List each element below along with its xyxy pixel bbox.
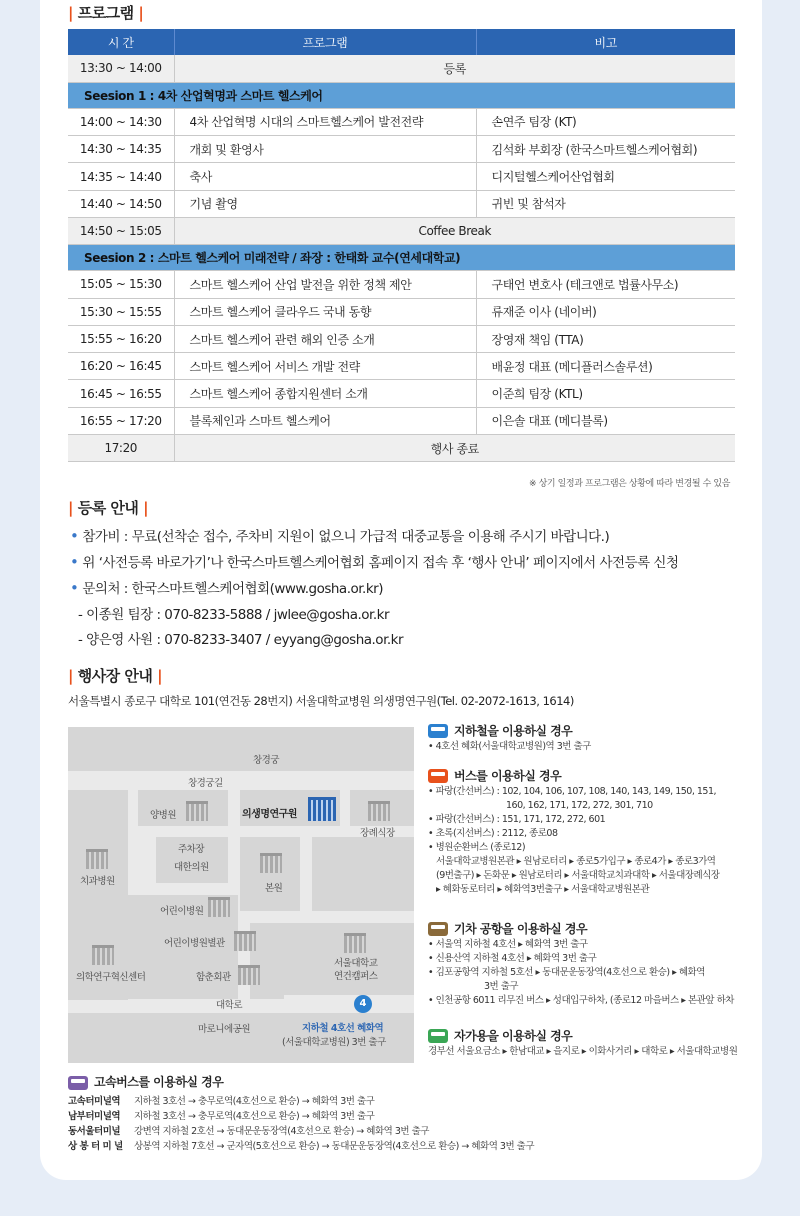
table-row [68, 55, 735, 82]
registration-item: • 참가비 : 무료(선착순 접수, 주차비 지원이 없으니 가급적 대중교통을 이용해 주시기 바랍니다.) [70, 527, 610, 545]
registration-item: • 위 ‘사전등록 바로가기’나 한국스마트헬스케어협회 홈페이지 접속 후 ‘행사 안내’ 페이지에서 사전등록 신청 [70, 553, 679, 571]
note-cell: 이은솔 대표 (메디블록) [476, 407, 735, 434]
time-cell: 13:30 ~ 14:00 [68, 55, 174, 82]
list-item: 동서울터미널 강변역 지하철 2호선 → 동대문운동장역(4호선으로 환승) → 혜화역 3번 출구 [68, 1126, 429, 1137]
note-cell: 손연주 팀장 (KT) [476, 108, 735, 135]
note-cell: 배윤정 대표 (메디플러스솔루션) [476, 353, 735, 380]
list-item: 남부터미널역 지하철 3호선 → 충무로역(4호선으로 환승) → 혜화역 3번 출구 [68, 1111, 375, 1122]
building-icon [260, 853, 282, 873]
table-row [68, 163, 735, 190]
subway-info: 지하철을 이용하실 경우 • 4호선 혜화(서울대학교병원)역 3번 출구 [428, 724, 591, 752]
program-cell: 등록 [174, 55, 735, 82]
table-row [68, 136, 735, 163]
map-label-changgyeong-road: 창경궁길 [188, 778, 223, 789]
table-row [68, 353, 735, 380]
table-row [68, 190, 735, 217]
table-row [68, 325, 735, 352]
map-label-marronnier: 마로니에공원 [198, 1024, 251, 1035]
building-icon [86, 849, 108, 869]
bus-info: 버스를 이용하실 경우 • 파랑(간선버스) : 102, 104, 106, 107, 108, 140, 143, 149, 150, 151, 160, 162, 171, 172, 272, 301, 710 • 파랑(간선버스) : 151, 171, 172, 272, 601 • 초록(지선버스) : 2112, 종로08 • 병원순환버스 (종로12) 서울대학교병원본관 ▸ 원남로터리 ▸ 종로5가입구 ▸ 종로4가 ▸ 종로3가역 (9번출구) ▸ 돈화문 ▸ 원남로터리 ▸ 서울대학교치과대학 ▸ 서울대장례식장 ▸ 혜화동로터리 ▸ 혜화역3번출구 ▸ 서울대학교병원본관 [428, 769, 720, 895]
building-icon [92, 945, 114, 965]
venue-address: 서울특별시 종로구 대학로 101(연건동 28번지) 서울대학교병원 의생명연구원(Tel. 02-2072-1613, 1614) [68, 694, 574, 708]
note-cell: 귀빈 및 참석자 [476, 190, 735, 217]
subway-line-badge: 4 [354, 995, 372, 1013]
program-cell: 개회 및 환영사 [174, 136, 476, 163]
venue-map [68, 727, 414, 1063]
session-title: Seesion 1 : 4차 산업혁명과 스마트 헬스케어 [68, 82, 735, 108]
map-label-daehan: 대한의원 [174, 862, 209, 873]
program-cell: 축사 [174, 163, 476, 190]
program-cell: 4차 산업혁명 시대의 스마트헬스케어 발전전략 [174, 108, 476, 135]
building-icon [234, 931, 256, 951]
map-label-yang-hospital: 양병원 [150, 810, 177, 821]
time-cell: 16:45 ~ 16:55 [68, 380, 174, 407]
train-icon [428, 922, 448, 936]
program-cell: 스마트 헬스케어 관련 해외 인증 소개 [174, 325, 476, 352]
map-label-main: 본원 [265, 883, 283, 894]
express-bus-info: 고속버스를 이용하실 경우 고속터미널역 지하철 3호선 → 충무로역(4호선으로 환승) → 혜화역 3번 출구 남부터미널역 지하철 3호선 → 충무로역(4호선으로 환승) → 혜화역 3번 출구 동서울터미널 강변역 지하철 2호선 → 동대문운동장역(4호선으로 환승) → 혜화역 3번 출구 상 봉 터 미 널 상봉역 지하철 7호선 → 군자역(5호선으로 환승) → 동대문운동장역(4호선으로 환승) → 혜화역 3번 출구 [68, 1075, 534, 1152]
map-label-children-annex: 어린이병원별관 [164, 938, 225, 949]
list-item: 상 봉 터 미 널 상봉역 지하철 7호선 → 군자역(5호선으로 환승) → 동대문운동장역(4호선으로 환승) → 혜화역 3번 출구 [68, 1141, 534, 1152]
note-cell: 디지털헬스케어산업협회 [476, 163, 735, 190]
program-cell: 행사 종료 [174, 435, 735, 462]
subway-icon [428, 724, 448, 738]
time-cell: 16:55 ~ 17:20 [68, 407, 174, 434]
list-item: 고속터미널역 지하철 3호선 → 충무로역(4호선으로 환승) → 혜화역 3번 출구 [68, 1096, 375, 1107]
map-label-station: 지하철 4호선 혜화역 [302, 1023, 384, 1034]
map-label-parking: 주차장 [178, 844, 205, 855]
bus-icon [428, 769, 448, 783]
note-cell: 장영재 책임 (TTA) [476, 325, 735, 352]
table-row [68, 271, 735, 298]
map-label-innovation: 의학연구혁신센터 [76, 972, 146, 983]
program-cell: 스마트 헬스케어 종합지원센터 소개 [174, 380, 476, 407]
map-label-snu: 서울대학교 연건캠퍼스 [334, 958, 378, 982]
car-info: 자가용을 이용하실 경우 경부선 서울요금소 ▸ 한남대교 ▸ 을지로 ▸ 이화사거리 ▸ 대학로 ▸ 서울대학교병원 [428, 1029, 738, 1057]
venue-section-title: | 행사장 안내 | [68, 667, 163, 685]
table-header-row [68, 29, 735, 55]
map-label-dental: 치과병원 [80, 876, 115, 887]
map-label-station-exit: (서울대학교병원) 3번 출구 [282, 1037, 386, 1048]
time-cell: 15:30 ~ 15:55 [68, 298, 174, 325]
train-airport-info: 기차 공항을 이용하실 경우 • 서울역 지하철 4호선 ▸ 혜화역 3번 출구 • 신용산역 지하철 4호선 ▸ 혜화역 3번 출구 • 김포공항역 지하철 5호선 ▸ 동대문운동장역(4호선으로 환승) ▸ 혜화역 3번 출구 • 인천공항 6011 리무진 버스 ▸ 성대입구하차, (종로12 마을버스 ▸ 본관앞 하차 [428, 922, 734, 1006]
venue-building-icon [308, 797, 336, 821]
time-cell: 17:20 [68, 435, 174, 462]
map-label-research: 의생명연구원 [242, 809, 297, 820]
session-row [68, 245, 735, 271]
time-cell: 16:20 ~ 16:45 [68, 353, 174, 380]
express-bus-icon [68, 1076, 88, 1090]
building-icon [186, 801, 208, 821]
note-cell: 이준희 팀장 (KTL) [476, 380, 735, 407]
car-icon [428, 1029, 448, 1043]
note-cell: 구태언 변호사 (테크앤로 법률사무소) [476, 271, 735, 298]
program-cell: 기념 촬영 [174, 190, 476, 217]
table-row [68, 435, 735, 462]
program-cell: 블록체인과 스마트 헬스케어 [174, 407, 476, 434]
schedule-note: ※ 상기 일정과 프로그램은 상황에 따라 변경될 수 있음 [528, 479, 730, 489]
program-cell: 스마트 헬스케어 서비스 개발 전략 [174, 353, 476, 380]
note-cell: 김석화 부회장 (한국스마트헬스케어협회) [476, 136, 735, 163]
table-row [68, 380, 735, 407]
table-row [68, 217, 735, 244]
time-cell: 14:50 ~ 15:05 [68, 217, 174, 244]
note-cell: 류재준 이사 (네이버) [476, 298, 735, 325]
table-row [68, 108, 735, 135]
time-cell: 14:00 ~ 14:30 [68, 108, 174, 135]
map-label-children: 어린이병원 [160, 906, 204, 917]
table-row [68, 298, 735, 325]
map-label-hamchun: 함춘회관 [196, 972, 231, 983]
program-cell: Coffee Break [174, 217, 735, 244]
session-title: Seesion 2 : 스마트 헬스케어 미래전략 / 좌장 : 한태화 교수(연세대학교) [68, 245, 735, 271]
building-icon [368, 801, 390, 821]
map-label-funeral-hall: 장례식장 [360, 828, 395, 839]
header-program: 프로그램 [174, 29, 476, 55]
program-table [68, 29, 735, 462]
program-cell: 스마트 헬스케어 산업 발전을 위한 정책 제안 [174, 271, 476, 298]
registration-section-title: | 등록 안내 | [68, 499, 149, 517]
time-cell: 15:55 ~ 16:20 [68, 325, 174, 352]
map-label-daehakro: 대학로 [216, 1000, 243, 1011]
time-cell: 14:35 ~ 14:40 [68, 163, 174, 190]
building-icon [208, 897, 230, 917]
building-icon [344, 933, 366, 953]
table-row [68, 407, 735, 434]
time-cell: 15:05 ~ 15:30 [68, 271, 174, 298]
program-section-title: | 프로그램 | [68, 4, 144, 22]
contact-item: - 이종원 팀장 : 070-8233-5888 / jwlee@gosha.or.kr [78, 607, 390, 623]
time-cell: 14:30 ~ 14:35 [68, 136, 174, 163]
contact-item: - 양은영 사원 : 070-8233-3407 / eyyang@gosha.or.kr [78, 632, 404, 648]
registration-item: • 문의처 : 한국스마트헬스케어협회(www.gosha.or.kr) [70, 579, 383, 597]
header-time: 시 간 [68, 29, 174, 55]
header-note: 비고 [476, 29, 735, 55]
session-row [68, 82, 735, 108]
program-cell: 스마트 헬스케어 클라우드 국내 동향 [174, 298, 476, 325]
time-cell: 14:40 ~ 14:50 [68, 190, 174, 217]
map-label-changgyeong: 창경궁 [253, 755, 280, 766]
building-icon [238, 965, 260, 985]
